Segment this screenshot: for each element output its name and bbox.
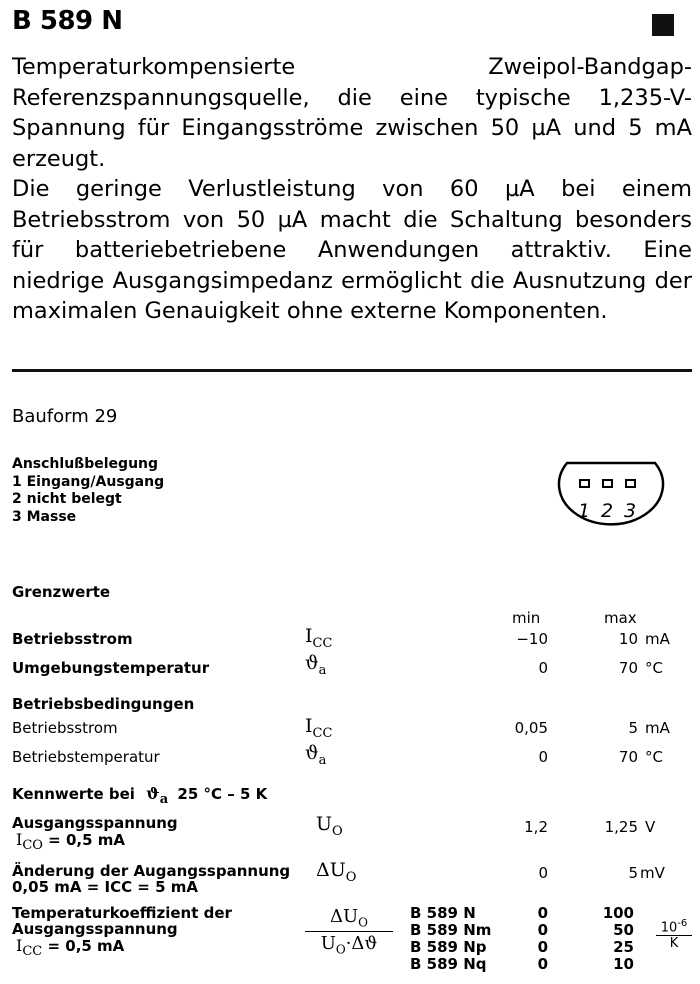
row-betriebsstrom-operating-symbol: $I_{CC}$ (305, 715, 333, 741)
row-tk-unit-numerator: $10^{-6}$ (656, 918, 692, 936)
intro-paragraph-1: Temperaturkompensierte Zweipol-Bandgap-Referenzspannungsquelle, die eine typische 1,235-V-Spannung für Eingangsströme zwischen 50 µA und 5 mA erzeugt. (12, 54, 692, 172)
row-tk-fraction-denominator: $U_O\cdot\Delta ϑ$ (320, 932, 378, 957)
row-umgebungstemperatur-min: 0 (538, 659, 548, 677)
tk-variant-nm-min: 0 (537, 921, 548, 939)
tk-variant-nq-type: B 589 Nq (410, 955, 487, 973)
row-tk-label-line2: Ausgangsspannung (12, 920, 178, 938)
row-ausgangsspannung-condition: $I_{CO} = 0,5$ mA (16, 830, 125, 854)
tk-variant-nq-min: 0 (537, 955, 548, 973)
row-betriebstemperatur-max: 70 (618, 748, 638, 766)
row-umgebungstemperatur-symbol: $ϑ_a$ (305, 652, 327, 678)
pin-3-number: 3 (623, 500, 637, 522)
row-tk-label-line1: Temperaturkoeffizient der (12, 904, 232, 922)
tk-variant-np-max: 25 (613, 938, 634, 956)
row-betriebstemperatur-min: 0 (538, 748, 548, 766)
row-tk-unit-denominator: K (669, 936, 679, 952)
row-umgebungstemperatur-max: 70 (618, 659, 638, 677)
pin-1-number: 1 (577, 500, 591, 522)
row-betriebsstrom-operating-unit: mA (645, 719, 670, 737)
row-betriebsstrom-limit-max: 10 (618, 630, 638, 648)
row-umgebungstemperatur-label: Umgebungstemperatur (12, 659, 210, 677)
col-min-header: min (512, 609, 541, 627)
tk-variant-nq-max: 10 (613, 955, 634, 973)
row-tk-fraction-numerator: $\Delta U_O$ (305, 906, 393, 932)
tk-variant-nm-type: B 589 Nm (410, 921, 492, 939)
section-divider (12, 369, 692, 372)
row-tk-condition: $I_{CC} = 0,5$ mA (16, 936, 125, 960)
tk-variant-nm-max: 50 (613, 921, 634, 939)
pin-3-pad (626, 480, 635, 487)
row-ausgangsspannung-symbol: $U_O$ (316, 813, 343, 839)
row-tk-unit-fraction (656, 918, 692, 951)
pin-2-label: 2 nicht belegt (12, 491, 122, 507)
row-ausgangsspannung-unit: V (645, 818, 656, 836)
pin-assignment (12, 456, 164, 526)
row-ausgangsspannung-label: Ausgangsspannung (12, 814, 178, 832)
intro-paragraph-2: Die geringe Verlustleistung von 60 µA bei einem Betriebsstrom von 50 µA macht die Schaltung besonders für batteriebetriebene Anwendungen attraktiv. Eine niedrige Ausgangsimpedanz ermöglicht die Ausnutzung der maximalen Genauigkeit ohne externe Komponenten. (12, 176, 692, 324)
row-betriebsstrom-operating-label: Betriebsstrom (12, 719, 118, 737)
row-ausgangsspannung-min: 1,2 (524, 818, 548, 836)
kennwerte-heading: Kennwerte bei $ϑ_a$ 25 °C – 5 K (12, 784, 268, 808)
row-aenderung-label: Änderung der Augangsspannung (12, 862, 291, 880)
package-outline-diagram (553, 447, 669, 531)
row-betriebsstrom-limit-symbol: $I_{CC}$ (305, 625, 333, 651)
row-aenderung-min: 0 (538, 864, 548, 882)
tk-variant-n-min: 0 (537, 904, 548, 922)
row-betriebstemperatur-label: Betriebstemperatur (12, 748, 160, 766)
intro-text (12, 52, 692, 327)
row-betriebsstrom-limit-unit: mA (645, 630, 670, 648)
tk-variant-n-type: B 589 N (410, 904, 476, 922)
page-title: B 589 N (12, 6, 123, 36)
col-max-header: max (604, 609, 637, 627)
row-betriebstemperatur-unit: °C (645, 748, 663, 766)
row-betriebsstrom-operating-max: 5 (628, 719, 638, 737)
row-betriebstemperatur-symbol: $ϑ_a$ (305, 742, 327, 768)
grenzwerte-heading: Grenzwerte (12, 583, 111, 601)
tk-variant-np-type: B 589 Np (410, 938, 487, 956)
row-aenderung-unit: mV (640, 864, 665, 882)
corner-marker-square (652, 14, 674, 36)
row-aenderung-max: 5 (628, 864, 638, 882)
bauform-label: Bauform 29 (12, 406, 118, 427)
row-aenderung-symbol: $\Delta U_O$ (316, 859, 357, 885)
row-betriebsstrom-limit-min: −10 (516, 630, 548, 648)
row-ausgangsspannung-max: 1,25 (604, 818, 638, 836)
pin-3-label: 3 Masse (12, 508, 77, 525)
pin-2-pad (603, 480, 612, 487)
pin-2-number: 2 (600, 500, 614, 522)
pin-1-pad (580, 480, 589, 487)
row-tk-symbol-fraction (305, 906, 393, 956)
row-umgebungstemperatur-unit: °C (645, 659, 663, 677)
tk-variant-n-max: 100 (602, 904, 634, 922)
pin-1-label: 1 Eingang/Ausgang (12, 473, 165, 490)
row-aenderung-condition: 0,05 mA = ICC = 5 mA (12, 878, 198, 896)
tk-variant-np-min: 0 (537, 938, 548, 956)
betriebsbedingungen-heading: Betriebsbedingungen (12, 695, 195, 713)
row-betriebsstrom-operating-min: 0,05 (514, 719, 548, 737)
pin-assignment-heading: Anschlußbelegung (12, 456, 159, 472)
row-betriebsstrom-limit-label: Betriebsstrom (12, 630, 133, 648)
